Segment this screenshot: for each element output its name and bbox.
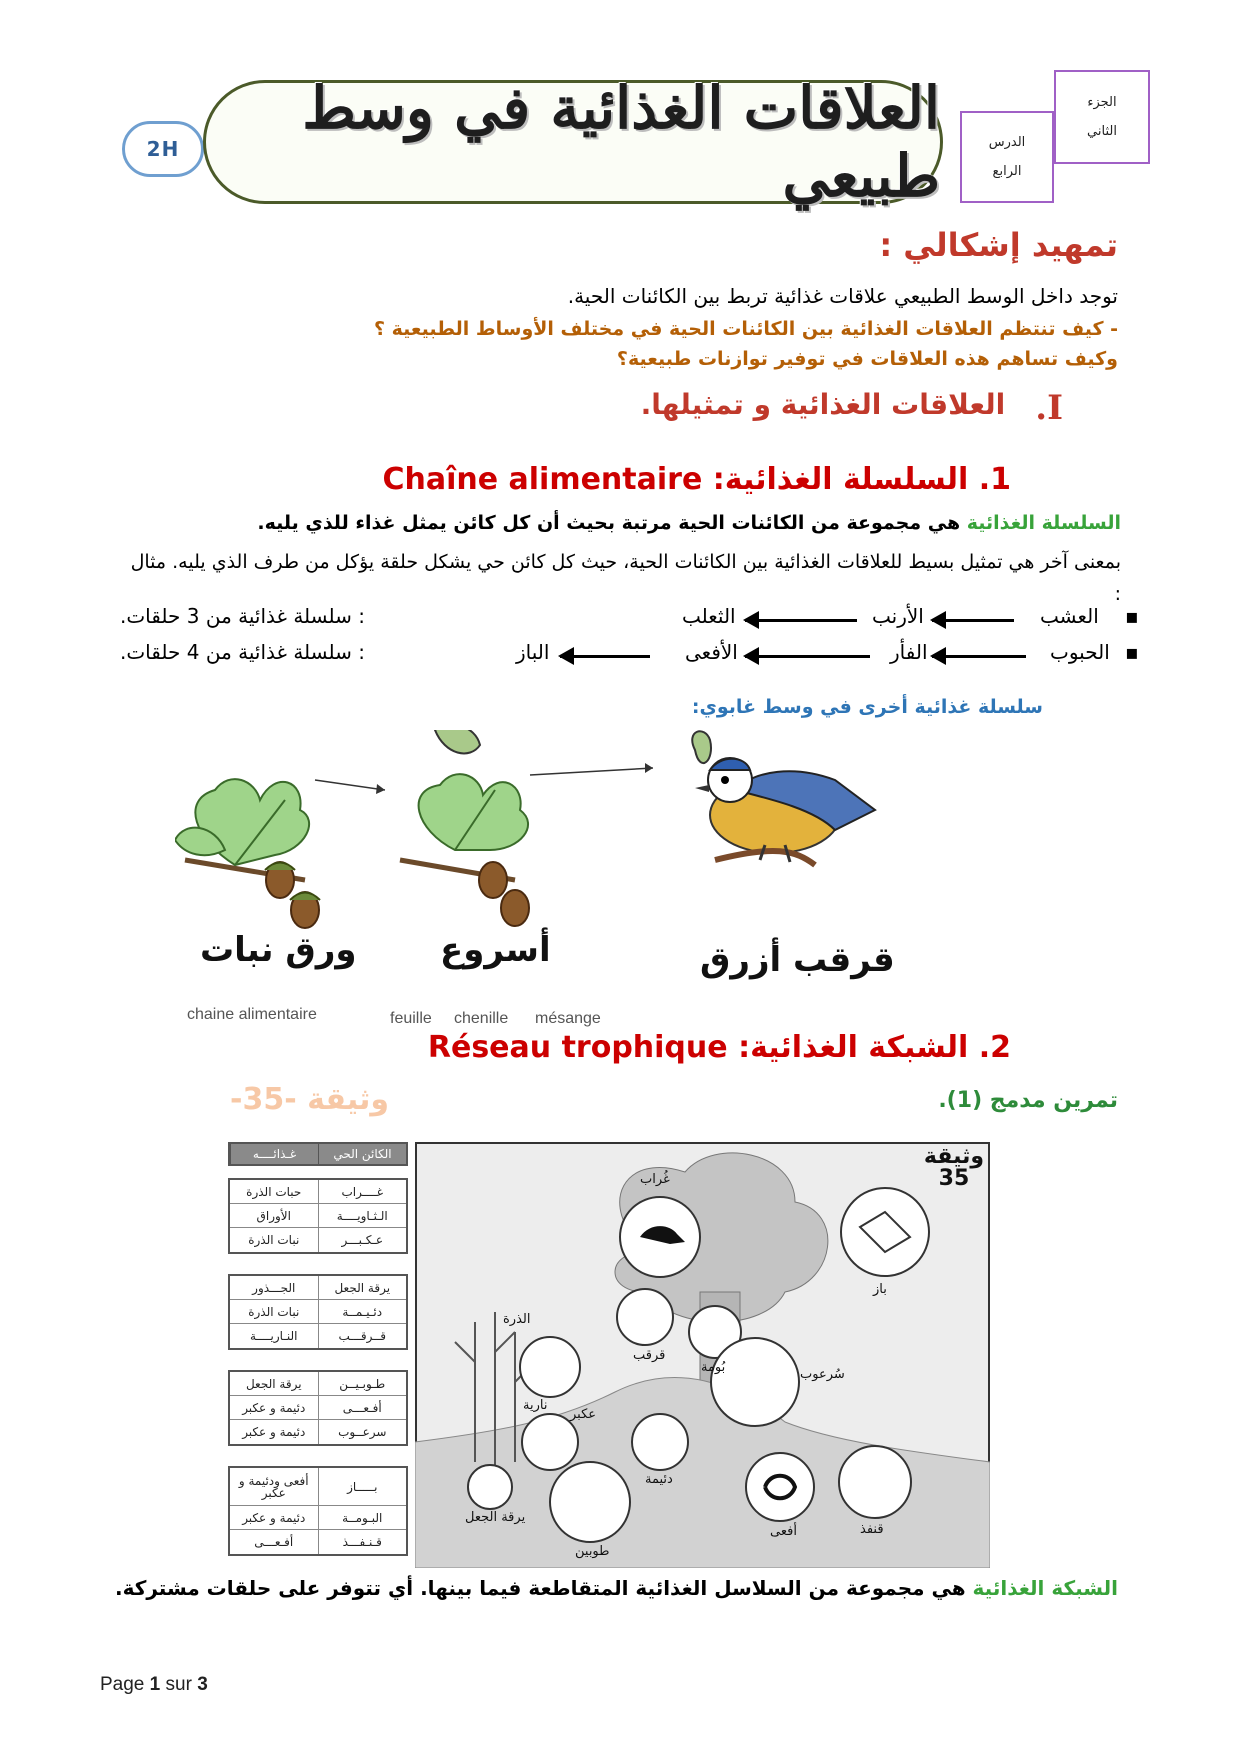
footer-total: 3 — [197, 1674, 208, 1695]
eco-label: غُراب — [640, 1172, 670, 1187]
caterpillar-label: أسروع — [440, 930, 551, 970]
forest-chain-drawing — [175, 730, 975, 1040]
table-cell: دئيمة و عكبر — [242, 1425, 306, 1439]
document-number — [924, 1146, 984, 1190]
diet-table — [228, 1142, 408, 1568]
chain-item: الحبوب — [1050, 640, 1110, 664]
table-row — [230, 1530, 406, 1554]
table-cell: نبات الذرة — [248, 1233, 300, 1247]
arrow-icon — [932, 655, 1026, 658]
table-cell: أفـعـــى — [318, 1396, 407, 1419]
food-web-definition — [115, 1576, 1118, 1600]
blue-tit-bird-icon — [692, 731, 875, 865]
chain-example-1 — [100, 604, 1139, 638]
subsection-1-title: 1. السلسلة الغذائية: Chaîne alimentaire — [382, 462, 1011, 497]
chain-example-2 — [100, 640, 1139, 674]
footer-middle: sur — [160, 1674, 198, 1695]
table-row — [230, 1300, 406, 1324]
table-cell: النـاريــــة — [250, 1329, 298, 1343]
table-cell: أفعى ودئيمة و عكبر — [238, 1473, 309, 1500]
caption-leaf: feuille — [390, 1010, 432, 1027]
table-row — [230, 1468, 406, 1506]
table-cell: سرعــوب — [318, 1420, 407, 1444]
caterpillar-icon — [400, 730, 529, 926]
table-row — [230, 1180, 406, 1204]
vole-circle — [632, 1414, 688, 1470]
table-cell: طـوبـيــن — [318, 1372, 407, 1395]
table-cell: قـنـفـــذ — [318, 1530, 407, 1554]
table-group — [228, 1370, 408, 1446]
chain-item: الأفعى — [685, 640, 738, 664]
shrew-circle — [520, 1337, 580, 1397]
titmouse-circle — [617, 1289, 673, 1345]
chain-item: العشب — [1040, 604, 1099, 628]
table-group — [228, 1274, 408, 1350]
page-title: العلاقات الغذائية في وسط طبيعي — [302, 74, 940, 210]
arrow-icon — [530, 768, 653, 775]
table-cell: يرقة الجعل — [318, 1276, 407, 1299]
food-chain-definition-text: هي مجموعة من الكائنات الحية مرتبة بحيث أن كل كائن يمثل غذاء للذي يليه. — [257, 512, 967, 534]
table-row — [230, 1420, 406, 1444]
level-badge: 2H — [122, 121, 204, 177]
chain-item: الأرنب — [872, 604, 924, 628]
table-cell: غــــراب — [318, 1180, 407, 1203]
table-cell: بـــــاز — [318, 1468, 407, 1505]
caption-caterpillar: chenille — [454, 1010, 509, 1027]
bird-label: قرقب أزرق — [700, 940, 895, 980]
food-chain-description: بمعنى آخر هي تمثيل بسيط للعلاقات الغذائية بين الكائنات الحية، حيث كل كائن حي يشكل حلقة يؤكل من طرف الذي يليه. مثال : — [130, 551, 1121, 605]
table-cell: نبات الذرة — [248, 1304, 300, 1319]
title-banner — [203, 74, 943, 210]
table-cell: أفـعـــى — [254, 1535, 294, 1549]
eco-label: الذرة — [503, 1312, 531, 1327]
hedgehog-circle — [839, 1446, 911, 1518]
table-row — [230, 1506, 406, 1530]
lesson-number: الرابع — [992, 164, 1022, 179]
eco-label: سُرعوب — [800, 1367, 845, 1382]
intro-heading: تمهيد إشكالي : — [879, 226, 1118, 264]
arrow-icon — [745, 655, 870, 658]
footer-prefix: Page — [100, 1674, 150, 1695]
column-header: الكائن الحي — [318, 1144, 406, 1164]
table-header — [228, 1142, 408, 1166]
lesson-box — [960, 111, 1054, 203]
intro-question-1: - كيف تنتظم العلاقات الغذائية بين الكائنات الحية في مختلف الأوساط الطبيعية ؟ — [373, 318, 1118, 340]
eco-label: قنفذ — [860, 1522, 884, 1537]
field-mouse-circle — [522, 1414, 578, 1470]
food-chain-term: السلسلة الغذائية — [966, 512, 1121, 534]
chain-item: الثعلب — [682, 604, 736, 628]
weasel-circle — [711, 1338, 799, 1426]
bullet: ▪ — [1125, 604, 1139, 628]
arrow-icon — [560, 655, 650, 658]
column-header: غـذائــــه — [230, 1144, 318, 1164]
document-number-value: 35 — [938, 1166, 970, 1191]
section-1-text: العلاقات الغذائية و تمثيلها. — [640, 388, 1006, 421]
intro-question-2: وكيف تساهم هذه العلاقات في توفير توازنات طبيعية؟ — [616, 348, 1118, 370]
table-row — [230, 1396, 406, 1420]
food-web-term: الشبكة الغذائية — [972, 1576, 1118, 1600]
oak-leaf-icon — [175, 779, 320, 928]
eco-label: دئيمة — [645, 1472, 673, 1487]
table-cell: عـكـبـــر — [318, 1228, 407, 1252]
eco-label: بُومة — [701, 1360, 726, 1375]
page-footer — [100, 1674, 208, 1696]
footer-page: 1 — [149, 1674, 161, 1695]
table-cell: يرقة الجعل — [245, 1376, 302, 1391]
food-web-definition-text: هي مجموعة من السلاسل الغذائية المتقاطعة فيما بينها. أي تتوفر على حلقات مشتركة. — [115, 1576, 973, 1600]
table-cell: الـثـاويــــة — [318, 1204, 407, 1227]
eco-label: عكبر — [570, 1407, 597, 1422]
eco-label: طوبين — [575, 1544, 610, 1559]
arrow-icon — [315, 780, 385, 790]
chain-item: الفأر — [890, 640, 928, 664]
eco-label: أفعى — [770, 1524, 797, 1539]
table-row — [230, 1324, 406, 1348]
mole-circle — [550, 1462, 630, 1542]
table-cell: الأوراق — [256, 1208, 291, 1223]
table-cell: الجـــذور — [252, 1280, 296, 1295]
table-row — [230, 1372, 406, 1396]
snake-circle — [746, 1453, 814, 1521]
caption-bird: mésange — [535, 1010, 601, 1027]
table-row — [230, 1228, 406, 1252]
table-group — [228, 1466, 408, 1556]
table-cell: دئيمة و عكبر — [242, 1400, 306, 1415]
ecosystem-drawing — [415, 1142, 990, 1568]
larva-circle — [468, 1465, 512, 1509]
chain-item: الباز — [516, 640, 550, 664]
chain-note: : سلسلة غذائية من 4 حلقات. — [120, 640, 365, 664]
caption-chain: chaine alimentaire — [187, 1006, 317, 1023]
bullet: ▪ — [1125, 640, 1139, 664]
part-number: الثاني — [1087, 124, 1117, 139]
forest-chain-illustration — [175, 730, 975, 1040]
table-cell: دئـيـمــة — [318, 1300, 407, 1323]
lesson-label: الدرس — [988, 135, 1026, 150]
eco-label: يرقة الجعل — [465, 1510, 526, 1525]
arrow-icon — [932, 619, 1014, 622]
intro-text: توجد داخل الوسط الطبيعي علاقات غذائية تربط بين الكائنات الحية. — [567, 284, 1118, 308]
part-label: الجزء — [1087, 95, 1117, 110]
document-number-label: وثيقة — [923, 1144, 984, 1169]
table-cell: حبات الذرة — [246, 1184, 302, 1199]
leaf-label: ورق نبات — [200, 930, 357, 970]
chain-note: : سلسلة غذائية من 3 حلقات. — [120, 604, 365, 628]
forest-chain-heading: سلسلة غذائية أخرى في وسط غابوي: — [691, 696, 1043, 718]
food-chain-definition — [257, 512, 1121, 534]
ecosystem-figure — [415, 1142, 990, 1568]
table-cell: قــرقـــب — [318, 1324, 407, 1348]
section-1-title — [641, 388, 1063, 428]
table-row — [230, 1204, 406, 1228]
table-cell: البـومــة — [318, 1506, 407, 1529]
arrow-icon — [745, 619, 857, 622]
section-1-number: I. — [1035, 388, 1063, 428]
eco-label: قرقب — [633, 1348, 666, 1363]
document-watermark: وثيقة -35- — [230, 1082, 390, 1117]
eco-label: باز — [873, 1282, 887, 1297]
table-row — [230, 1276, 406, 1300]
subsection-2-title: 2. الشبكة الغذائية: Réseau trophique — [427, 1030, 1011, 1065]
table-group — [228, 1178, 408, 1254]
eco-label: نارية — [523, 1398, 548, 1413]
exercise-title: تمرين مدمج (1). — [938, 1088, 1118, 1113]
part-box — [1054, 70, 1150, 164]
table-cell: دئيمة و عكبر — [242, 1510, 306, 1525]
